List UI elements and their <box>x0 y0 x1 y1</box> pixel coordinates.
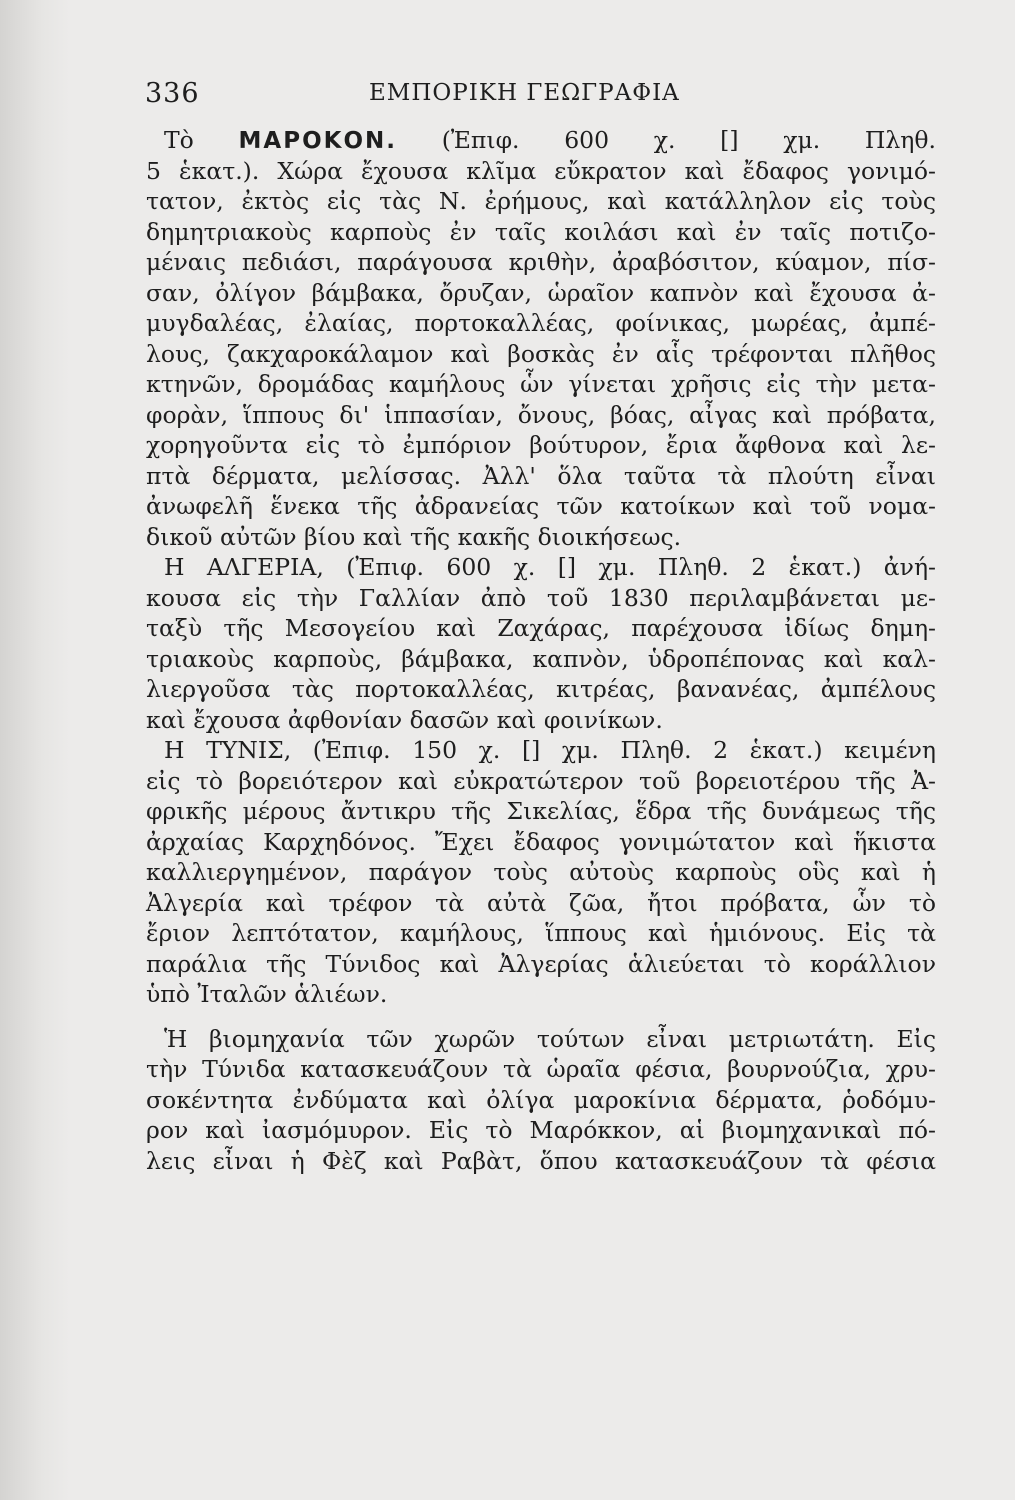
text-line: ταξὺ τῆς Μεσογείου καὶ Ζαχάρας, παρέχουσα ἰδίως δημη- <box>146 614 936 642</box>
running-title: ΕΜΠΟΡΙΚΗ ΓΕΩΓΡΑΦΙΑ <box>369 80 680 106</box>
heading-prefix: Τὸ <box>164 126 239 154</box>
heading-line-rest: (Ἐπιφ. 600 χ. [] χμ. Πληθ. <box>397 126 936 154</box>
page-edge-shadow <box>0 0 70 1500</box>
text-line: κτηνῶν, δρομάδας καμήλους ὧν γίνεται χρῆσις εἰς τὴν μετα- <box>146 370 936 398</box>
section-heading-algeria: Η ΑΛΓΕΡΙΑ, (Ἐπιφ. 600 χ. [] χμ. Πληθ. 2 ἑκατ.) ἀνή- <box>164 553 936 581</box>
text-line: σαν, ὀλίγον βάμβακα, ὄρυζαν, ὡραῖον καπνὸν καὶ ἔχουσα ἀ- <box>146 278 936 307</box>
text-line: ἀρχαίας Καρχηδόνος. Ἔχει ἔδαφος γονιμώτατον καὶ ἥκιστα <box>146 827 936 856</box>
text-line: καὶ ἔχουσα ἀφθονίαν δασῶν καὶ φοινίκων. <box>146 705 663 734</box>
paragraph-algeria <box>146 552 936 735</box>
paragraph-morocco <box>146 125 936 552</box>
text-line: δικοῦ αὐτῶν βίου καὶ τῆς κακῆς διοικήσεως. <box>146 522 682 551</box>
text-line: 5 ἑκατ.). Χώρα ἔχουσα κλῖμα εὔκρατον καὶ ἔδαφος γονιμό- <box>146 156 936 185</box>
text-line: μυγδαλέας, ἐλαίας, πορτοκαλλέας, φοίνικας, μωρέας, ἀμπέ- <box>146 309 936 337</box>
text-line: ἀνωφελῆ ἕνεκα τῆς ἀδρανείας τῶν κατοίκων καὶ τοῦ νομα- <box>146 492 936 520</box>
paragraph-tunis <box>146 735 936 1010</box>
page-number: 336 <box>145 78 200 109</box>
text-line: τὴν Τύνιδα κατασκευάζουν τὰ ὡραῖα φέσια, βουρνούζια, χρυ- <box>146 1055 936 1083</box>
page-header <box>145 78 935 118</box>
text-line: φρικῆς μέρους ἄντικρυ τῆς Σικελίας, ἕδρα τῆς δυνάμεως τῆς <box>146 797 936 825</box>
text-line: τατον, ἐκτὸς εἰς τὰς Ν. ἐρήμους, καὶ κατάλληλον εἰς τοὺς <box>146 187 936 215</box>
text-line: Ἀλγερία καὶ τρέφον τὰ αὐτὰ ζῶα, ἤτοι πρόβατα, ὧν τὸ <box>146 888 936 917</box>
text-line: λιεργοῦσα τὰς πορτοκαλλέας, κιτρέας, βανανέας, ἀμπέλους <box>146 675 936 703</box>
paragraph-gap <box>146 1010 936 1024</box>
section-heading-tunis: Η ΤΥΝΙΣ, (Ἐπιφ. 150 χ. [] χμ. Πληθ. 2 ἑκατ.) κειμένη <box>164 736 936 764</box>
text-line: Ἡ βιομηχανία τῶν χωρῶν τούτων εἶναι μετριωτάτη. Εἰς <box>164 1024 936 1053</box>
text-line: ἔριον λεπτότατον, καμήλους, ἵππους καὶ ἡμιόνους. Εἰς τὰ <box>146 919 936 947</box>
text-line: κουσα εἰς τὴν Γαλλίαν ἀπὸ τοῦ 1830 περιλαμβάνεται με- <box>146 583 936 612</box>
main-text <box>146 125 936 1176</box>
text-line: πτὰ δέρματα, μελίσσας. Ἀλλ' ὅλα ταῦτα τὰ πλούτη εἶναι <box>146 461 936 490</box>
text-line: παράλια τῆς Τύνιδος καὶ Ἀλγερίας ἁλιεύεται τὸ κοράλλιον <box>146 949 936 978</box>
text-line: εἰς τὸ βορειότερον καὶ εὐκρατώτερον τοῦ βορειοτέρου τῆς Ἀ- <box>146 766 936 795</box>
text-line: ὑπὸ Ἰταλῶν ἁλιέων. <box>146 980 388 1008</box>
text-line: σοκέντητα ἐνδύματα καὶ ὀλίγα μαροκίνια δέρματα, ῥοδόμυ- <box>146 1085 936 1114</box>
text-line: χορηγοῦντα εἰς τὸ ἐμπόριον βούτυρον, ἔρια ἄφθονα καὶ λε- <box>146 431 936 459</box>
text-line: φορὰν, ἵππους δι' ἱππασίαν, ὄνους, βόας, αἶγας καὶ πρόβατα, <box>146 400 936 429</box>
text-line: δημητριακοὺς καρποὺς ἐν ταῖς κοιλάσι καὶ ἐν ταῖς ποτιζο- <box>146 217 936 246</box>
text-line: τριακοὺς καρποὺς, βάμβακα, καπνὸν, ὑδροπέπονας καὶ καλ- <box>146 644 936 673</box>
text-line: καλλιεργημένον, παράγον τοὺς αὐτοὺς καρποὺς οὓς καὶ ἡ <box>146 858 936 886</box>
text-line: λεις εἶναι ἡ Φὲζ καὶ Ραβὰτ, ὅπου κατασκευάζουν τὰ φέσια <box>146 1146 936 1175</box>
text-line <box>146 125 936 156</box>
paragraph-industry <box>146 1024 936 1177</box>
text-line: λους, ζακχαροκάλαμον καὶ βοσκὰς ἐν αἷς τρέφονται πλῆθος <box>146 339 936 368</box>
text-line: ρον καὶ ἰασμόμυρον. Εἰς τὸ Μαρόκκον, αἱ βιομηχανικαὶ πό- <box>146 1116 936 1144</box>
section-heading-morocco: ΜΑΡΟΚΟΝ. <box>238 128 397 154</box>
text-line: μέναις πεδιάσι, παράγουσα κριθὴν, ἀραβόσιτον, κύαμον, πίσ- <box>146 248 936 276</box>
